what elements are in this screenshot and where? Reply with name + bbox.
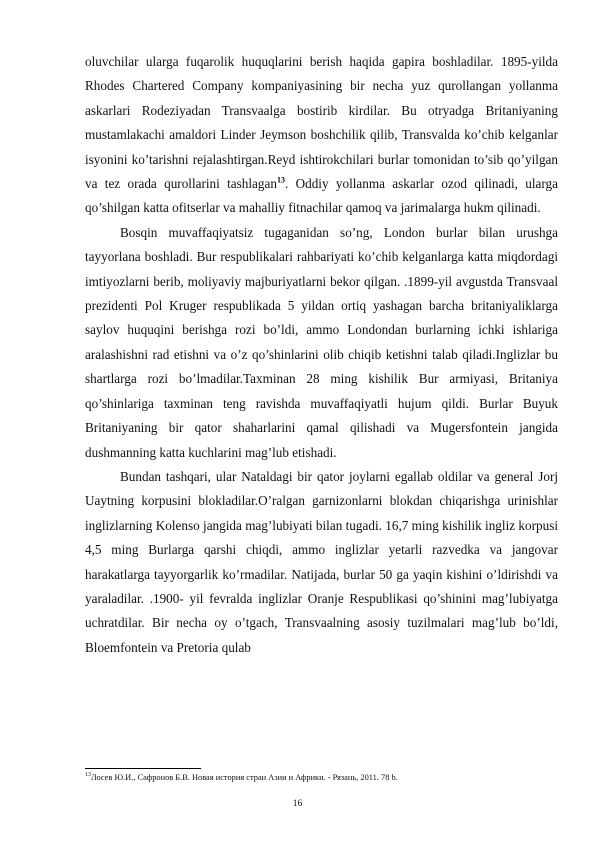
page-number: 16 bbox=[292, 799, 303, 809]
footnote-reference[interactable]: 13 bbox=[276, 175, 285, 185]
page-body bbox=[85, 50, 558, 660]
paragraph-1-text: oluvchilar ularga fuqarolik huquqlarini berish haqida gapira boshladilar. 1895-yilda Rhodes Chartered Company kompaniyasining bir necha yuz qurollangan yollanma askarlari Rodeziyadan Transvaalga bostirib kirdilar. Bu otryadga Britaniyaning mustamlakachi amaldori Linder Jeymson boshchilik qilib, Transvalda ko’chib kelganlar isyonini ko’tarishni rejalashtirgan.Reyd ishtirokchilari burlar tomonidan to’sib qo’yilgan va tez orada qurollarini tashlagan bbox=[85, 54, 558, 192]
paragraph-2: Bosqin muvaffaqiyatsiz tugaganidan so’ng, London burlar bilan urushga tayyorlana boshladi. Bur respublikalari rahbariyati ko’chib kelganlarga katta miqdordagi imtiyozlarni berib, moliyaviy majburiyatlarni bekor qilgan. .1899-yil avgustda Transvaal prezidenti Pol Kruger respublikada 5 yildan ortiq yashagan barcha britaniyaliklarga saylov huquqini berishga rozi bo’ldi, ammo Londondan burlarning ichki ishlariga aralashishni rad etishni va o’z qo’shinlarini olib chiqib ketishni talab qiladi.Inglizlar bu shartlarga rozi bo’lmadilar.Taxminan 28 ming kishilik Bur armiyasi, Britaniya qo’shinlariga taxminan teng ravishda muvaffaqiyatli hujum qildi. Burlar Buyuk Britaniyaning bir qator shaharlarini qamal qilishadi va Mugersfontein jangida dushmanning katta kuchlarini mag’lub etishadi. bbox=[85, 224, 558, 460]
paragraph-1 bbox=[85, 50, 558, 221]
footnote-mark: 13 bbox=[85, 772, 91, 779]
paragraph-1-text-continued: . Oddiy yollanma askarlar ozod qilinadi, ularga qo’shilgan katta ofitserlar va mahalliy fitnachilar qamoq va jarimalarga hukm qilinadi. bbox=[85, 176, 558, 216]
footnote-divider bbox=[85, 768, 201, 769]
paragraph-3: Bundan tashqari, ular Nataldagi bir qator joylarni egallab oldilar va general Jorj Uaytning korpusini blokladilar.O’ralgan garnizonlarni blokdan chiqarishga urinishlar inglizlarning Kolenso jangida mag’lubiyati bilan tugadi. 16,7 ming kishilik ingliz korpusi 4,5 ming Burlarga qarshi chiqdi, ammo inglizlar yetarli razvedka va jangovar harakatlarga tayyorgarlik ko’rmadilar. Natijada, burlar 50 ga yaqin kishini o’ldirishdi va yaraladilar. .1900- yil fevralda inglizlar Oranje Respublikasi qo’shinini mag’lubiyatga uchratdilar. Bir necha oy o’tgach, Transvaalning asosiy tuzilmalari mag’lub bo’ldi, Bloemfontein va Pretoria qulab bbox=[85, 468, 558, 655]
footnote bbox=[85, 772, 558, 783]
footnote-text: Лосев Ю.И., Сафронов Б.В. Новая история стран Азии и Африки. - Рязань, 2011. 78 b. bbox=[91, 773, 398, 782]
